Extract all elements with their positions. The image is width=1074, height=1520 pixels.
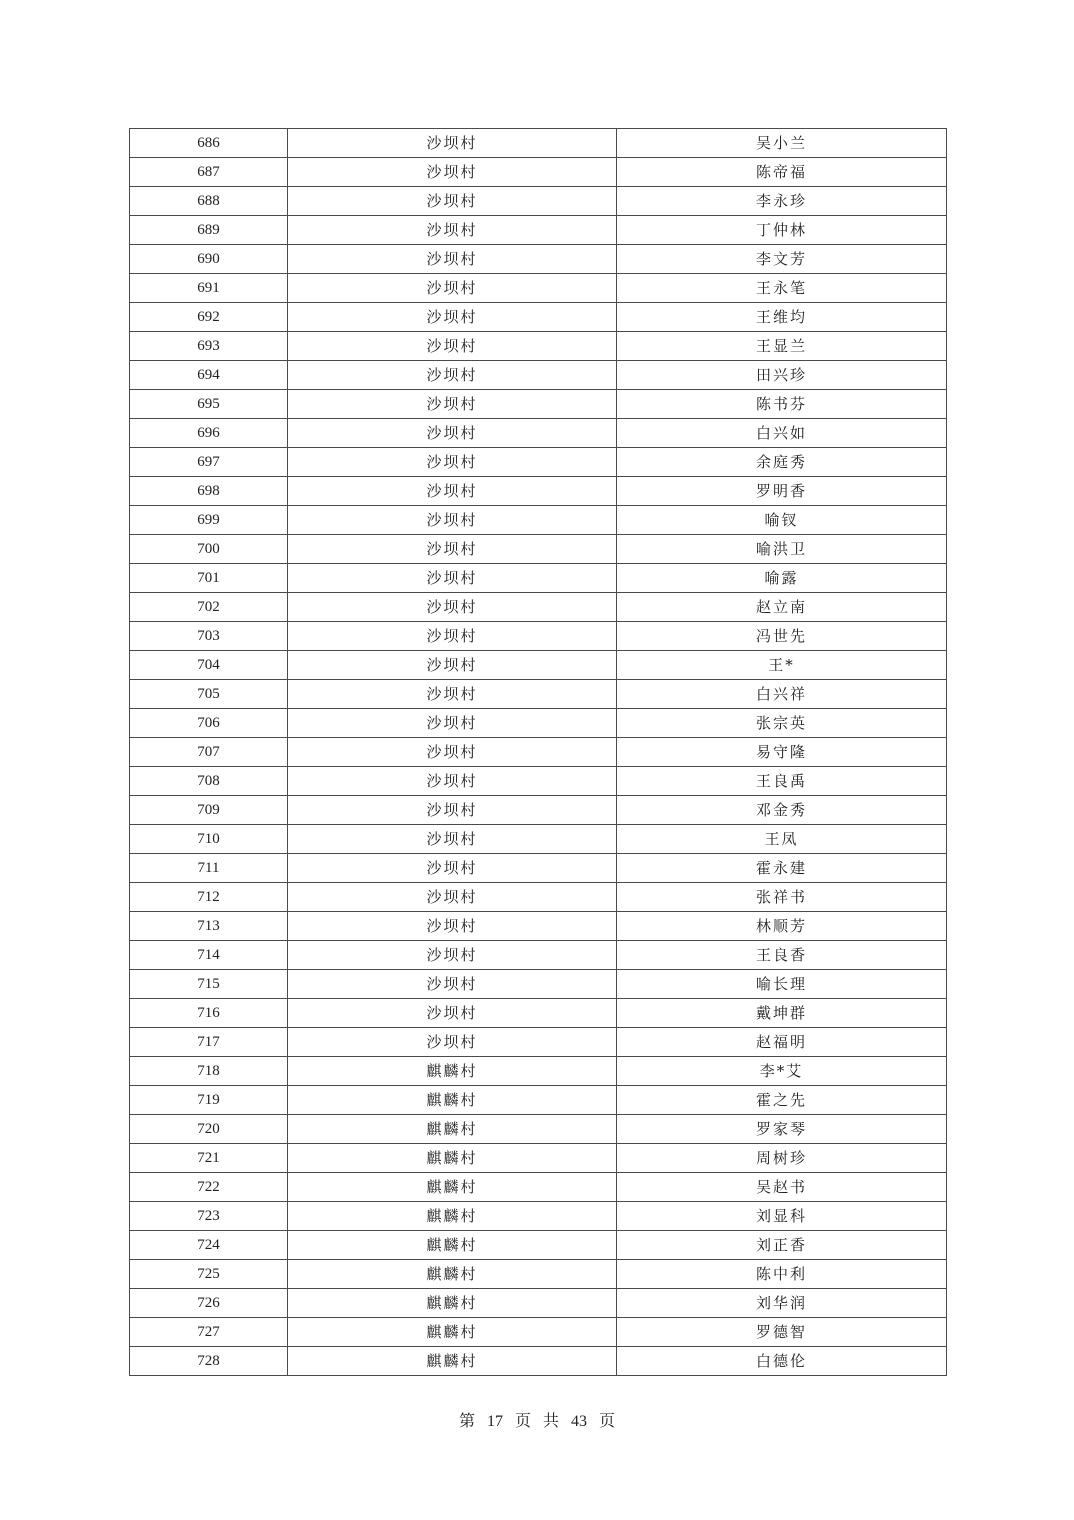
row-number-cell: 689 bbox=[130, 216, 288, 245]
village-cell: 沙坝村 bbox=[288, 419, 617, 448]
name-cell: 罗明香 bbox=[617, 477, 947, 506]
name-cell: 王永笔 bbox=[617, 274, 947, 303]
row-number-cell: 698 bbox=[130, 477, 288, 506]
table-row bbox=[130, 970, 947, 999]
name-cell: 赵立南 bbox=[617, 593, 947, 622]
village-cell: 麒麟村 bbox=[288, 1115, 617, 1144]
name-cell: 陈帝福 bbox=[617, 158, 947, 187]
row-number-cell: 712 bbox=[130, 883, 288, 912]
table-row bbox=[130, 564, 947, 593]
village-cell: 沙坝村 bbox=[288, 332, 617, 361]
table-row bbox=[130, 129, 947, 158]
table-row bbox=[130, 622, 947, 651]
page-footer bbox=[0, 1408, 1074, 1431]
row-number-cell: 713 bbox=[130, 912, 288, 941]
village-cell: 沙坝村 bbox=[288, 854, 617, 883]
table-row bbox=[130, 680, 947, 709]
name-cell: 白兴祥 bbox=[617, 680, 947, 709]
table-row bbox=[130, 158, 947, 187]
row-number-cell: 686 bbox=[130, 129, 288, 158]
table-row bbox=[130, 709, 947, 738]
table-row bbox=[130, 1173, 947, 1202]
name-cell: 田兴珍 bbox=[617, 361, 947, 390]
row-number-cell: 708 bbox=[130, 767, 288, 796]
name-cell: 王显兰 bbox=[617, 332, 947, 361]
name-cell: 罗德智 bbox=[617, 1318, 947, 1347]
village-cell: 沙坝村 bbox=[288, 158, 617, 187]
village-cell: 沙坝村 bbox=[288, 477, 617, 506]
row-number-cell: 696 bbox=[130, 419, 288, 448]
row-number-cell: 695 bbox=[130, 390, 288, 419]
row-number-cell: 715 bbox=[130, 970, 288, 999]
table-row bbox=[130, 535, 947, 564]
table-row bbox=[130, 999, 947, 1028]
name-cell: 戴坤群 bbox=[617, 999, 947, 1028]
village-cell: 沙坝村 bbox=[288, 216, 617, 245]
table-row bbox=[130, 854, 947, 883]
table-row bbox=[130, 506, 947, 535]
footer-prefix: 第 bbox=[458, 1413, 475, 1430]
name-cell: 罗家琴 bbox=[617, 1115, 947, 1144]
village-cell: 沙坝村 bbox=[288, 390, 617, 419]
name-cell: 丁仲林 bbox=[617, 216, 947, 245]
table-row bbox=[130, 1202, 947, 1231]
total-pages-number: 43 bbox=[571, 1413, 588, 1430]
row-number-cell: 726 bbox=[130, 1289, 288, 1318]
row-number-cell: 723 bbox=[130, 1202, 288, 1231]
village-cell: 沙坝村 bbox=[288, 999, 617, 1028]
name-cell: 喻洪卫 bbox=[617, 535, 947, 564]
name-cell: 李文芳 bbox=[617, 245, 947, 274]
table-row bbox=[130, 419, 947, 448]
row-number-cell: 691 bbox=[130, 274, 288, 303]
name-cell: 王维均 bbox=[617, 303, 947, 332]
table-row bbox=[130, 1144, 947, 1173]
row-number-cell: 717 bbox=[130, 1028, 288, 1057]
table-row bbox=[130, 390, 947, 419]
village-cell: 沙坝村 bbox=[288, 187, 617, 216]
table-row bbox=[130, 187, 947, 216]
name-cell: 张祥书 bbox=[617, 883, 947, 912]
current-page-number: 17 bbox=[486, 1413, 503, 1430]
name-cell: 白德伦 bbox=[617, 1347, 947, 1376]
village-cell: 麒麟村 bbox=[288, 1173, 617, 1202]
table-row bbox=[130, 1115, 947, 1144]
village-cell: 沙坝村 bbox=[288, 535, 617, 564]
village-cell: 沙坝村 bbox=[288, 825, 617, 854]
village-cell: 沙坝村 bbox=[288, 651, 617, 680]
row-number-cell: 714 bbox=[130, 941, 288, 970]
row-number-cell: 719 bbox=[130, 1086, 288, 1115]
row-number-cell: 697 bbox=[130, 448, 288, 477]
footer-suffix: 页 bbox=[599, 1413, 616, 1430]
row-number-cell: 694 bbox=[130, 361, 288, 390]
village-cell: 沙坝村 bbox=[288, 303, 617, 332]
village-cell: 麒麟村 bbox=[288, 1086, 617, 1115]
row-number-cell: 718 bbox=[130, 1057, 288, 1086]
name-cell: 林顺芳 bbox=[617, 912, 947, 941]
name-cell: 刘正香 bbox=[617, 1231, 947, 1260]
table-row bbox=[130, 1318, 947, 1347]
table-row bbox=[130, 1086, 947, 1115]
row-number-cell: 711 bbox=[130, 854, 288, 883]
name-cell: 邓金秀 bbox=[617, 796, 947, 825]
name-cell: 陈书芬 bbox=[617, 390, 947, 419]
table-row bbox=[130, 274, 947, 303]
table-row bbox=[130, 1028, 947, 1057]
footer-total-word: 共 bbox=[543, 1413, 560, 1430]
name-cell: 喻长理 bbox=[617, 970, 947, 999]
row-number-cell: 703 bbox=[130, 622, 288, 651]
table-row bbox=[130, 1057, 947, 1086]
village-cell: 沙坝村 bbox=[288, 593, 617, 622]
village-cell: 麒麟村 bbox=[288, 1318, 617, 1347]
name-cell: 余庭秀 bbox=[617, 448, 947, 477]
table-row bbox=[130, 593, 947, 622]
name-cell: 喻钗 bbox=[617, 506, 947, 535]
row-number-cell: 728 bbox=[130, 1347, 288, 1376]
table-row bbox=[130, 1347, 947, 1376]
village-cell: 沙坝村 bbox=[288, 506, 617, 535]
table-row bbox=[130, 1289, 947, 1318]
table-row bbox=[130, 477, 947, 506]
name-cell: 李*艾 bbox=[617, 1057, 947, 1086]
row-number-cell: 692 bbox=[130, 303, 288, 332]
row-number-cell: 722 bbox=[130, 1173, 288, 1202]
table-row bbox=[130, 303, 947, 332]
table-row bbox=[130, 332, 947, 361]
village-cell: 麒麟村 bbox=[288, 1260, 617, 1289]
roster-table bbox=[129, 128, 947, 1376]
village-cell: 沙坝村 bbox=[288, 738, 617, 767]
row-number-cell: 721 bbox=[130, 1144, 288, 1173]
name-cell: 陈中利 bbox=[617, 1260, 947, 1289]
village-cell: 麒麟村 bbox=[288, 1289, 617, 1318]
table-row bbox=[130, 448, 947, 477]
name-cell: 刘显科 bbox=[617, 1202, 947, 1231]
village-cell: 沙坝村 bbox=[288, 941, 617, 970]
village-cell: 麒麟村 bbox=[288, 1347, 617, 1376]
row-number-cell: 701 bbox=[130, 564, 288, 593]
table-row bbox=[130, 767, 947, 796]
table-row bbox=[130, 361, 947, 390]
row-number-cell: 702 bbox=[130, 593, 288, 622]
row-number-cell: 706 bbox=[130, 709, 288, 738]
table-row bbox=[130, 912, 947, 941]
village-cell: 沙坝村 bbox=[288, 245, 617, 274]
village-cell: 沙坝村 bbox=[288, 622, 617, 651]
row-number-cell: 720 bbox=[130, 1115, 288, 1144]
name-cell: 易守隆 bbox=[617, 738, 947, 767]
village-cell: 麒麟村 bbox=[288, 1231, 617, 1260]
name-cell: 白兴如 bbox=[617, 419, 947, 448]
village-cell: 沙坝村 bbox=[288, 796, 617, 825]
village-cell: 沙坝村 bbox=[288, 680, 617, 709]
name-cell: 喻露 bbox=[617, 564, 947, 593]
name-cell: 吴赵书 bbox=[617, 1173, 947, 1202]
village-cell: 沙坝村 bbox=[288, 709, 617, 738]
table-row bbox=[130, 1231, 947, 1260]
name-cell: 刘华润 bbox=[617, 1289, 947, 1318]
table-row bbox=[130, 941, 947, 970]
row-number-cell: 707 bbox=[130, 738, 288, 767]
row-number-cell: 716 bbox=[130, 999, 288, 1028]
name-cell: 李永珍 bbox=[617, 187, 947, 216]
row-number-cell: 687 bbox=[130, 158, 288, 187]
village-cell: 沙坝村 bbox=[288, 564, 617, 593]
row-number-cell: 724 bbox=[130, 1231, 288, 1260]
row-number-cell: 710 bbox=[130, 825, 288, 854]
table-row bbox=[130, 796, 947, 825]
name-cell: 王* bbox=[617, 651, 947, 680]
table-row bbox=[130, 825, 947, 854]
village-cell: 沙坝村 bbox=[288, 767, 617, 796]
footer-page-word: 页 bbox=[514, 1413, 531, 1430]
table-row bbox=[130, 216, 947, 245]
name-cell: 王凤 bbox=[617, 825, 947, 854]
name-cell: 霍永建 bbox=[617, 854, 947, 883]
village-cell: 沙坝村 bbox=[288, 361, 617, 390]
name-cell: 赵福明 bbox=[617, 1028, 947, 1057]
row-number-cell: 699 bbox=[130, 506, 288, 535]
row-number-cell: 688 bbox=[130, 187, 288, 216]
table-row bbox=[130, 883, 947, 912]
name-cell: 王良香 bbox=[617, 941, 947, 970]
name-cell: 霍之先 bbox=[617, 1086, 947, 1115]
name-cell: 吴小兰 bbox=[617, 129, 947, 158]
village-cell: 麒麟村 bbox=[288, 1202, 617, 1231]
name-cell: 张宗英 bbox=[617, 709, 947, 738]
row-number-cell: 727 bbox=[130, 1318, 288, 1347]
village-cell: 沙坝村 bbox=[288, 274, 617, 303]
row-number-cell: 693 bbox=[130, 332, 288, 361]
village-cell: 沙坝村 bbox=[288, 129, 617, 158]
row-number-cell: 725 bbox=[130, 1260, 288, 1289]
table-row bbox=[130, 651, 947, 680]
row-number-cell: 690 bbox=[130, 245, 288, 274]
table-row bbox=[130, 245, 947, 274]
table-row bbox=[130, 738, 947, 767]
table-row bbox=[130, 1260, 947, 1289]
row-number-cell: 700 bbox=[130, 535, 288, 564]
village-cell: 麒麟村 bbox=[288, 1057, 617, 1086]
village-cell: 沙坝村 bbox=[288, 883, 617, 912]
row-number-cell: 709 bbox=[130, 796, 288, 825]
name-cell: 王良禹 bbox=[617, 767, 947, 796]
village-cell: 沙坝村 bbox=[288, 448, 617, 477]
name-cell: 周树珍 bbox=[617, 1144, 947, 1173]
village-cell: 沙坝村 bbox=[288, 912, 617, 941]
row-number-cell: 704 bbox=[130, 651, 288, 680]
name-cell: 冯世先 bbox=[617, 622, 947, 651]
village-cell: 沙坝村 bbox=[288, 1028, 617, 1057]
village-cell: 麒麟村 bbox=[288, 1144, 617, 1173]
village-cell: 沙坝村 bbox=[288, 970, 617, 999]
row-number-cell: 705 bbox=[130, 680, 288, 709]
roster-table-body bbox=[130, 129, 947, 1376]
